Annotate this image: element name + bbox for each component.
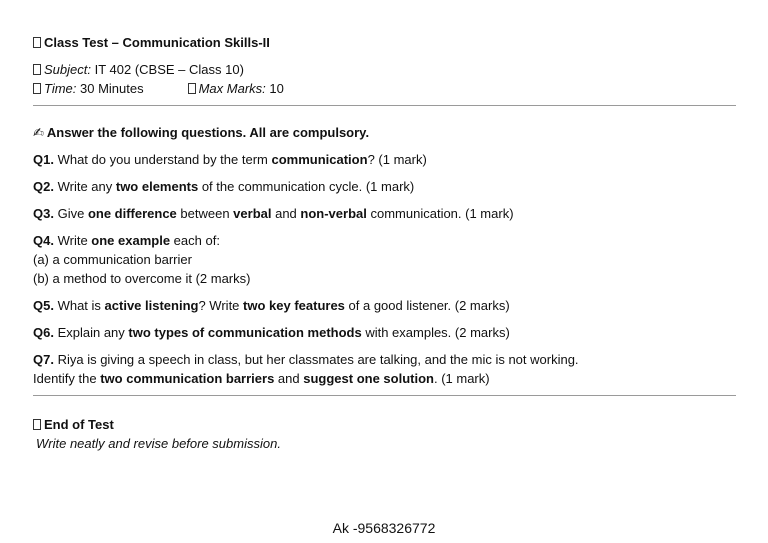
missing-glyph-icon <box>33 37 41 48</box>
question-number: Q3. <box>33 206 54 221</box>
question-emphasis: active listening <box>104 298 199 313</box>
question-text: Identify the <box>33 371 101 386</box>
subject-value: IT 402 (CBSE – Class 10) <box>90 62 244 77</box>
max-marks-value: 10 <box>265 81 284 96</box>
question-7 <box>33 350 736 388</box>
question-4 <box>33 231 736 288</box>
footer-divider <box>33 395 736 396</box>
question-text: (a) a communication barrier <box>33 252 192 267</box>
question-number: Q4. <box>33 233 54 248</box>
question-text: Explain any <box>53 325 129 340</box>
question-text: and <box>274 371 304 386</box>
question-emphasis: two communication barriers <box>100 371 275 386</box>
end-note: Write neatly and revise before submission. <box>36 436 281 451</box>
question-5 <box>33 296 736 315</box>
time-marks-line <box>33 79 736 98</box>
question-number: Q1. <box>33 152 54 167</box>
test-meta <box>33 60 736 98</box>
question-6 <box>33 323 736 342</box>
missing-glyph-icon <box>188 83 196 94</box>
question-1 <box>33 150 736 169</box>
subject-line <box>33 60 736 79</box>
question-emphasis: verbal <box>233 206 272 221</box>
question-2 <box>33 177 736 196</box>
test-title-text: Class Test – Communication Skills-II <box>44 35 270 50</box>
question-text: Riya is giving a speech in class, but her classmates are talking, and the mic is not working. <box>53 352 579 367</box>
question-number: Q2. <box>33 179 54 194</box>
question-text: . (1 mark) <box>433 371 490 386</box>
test-paper <box>33 34 736 453</box>
missing-glyph-icon <box>33 83 41 94</box>
end-of-test <box>33 416 736 434</box>
subject-label: Subject: <box>44 62 91 77</box>
time-label: Time: <box>44 81 77 96</box>
question-text: communication. (1 mark) <box>366 206 514 221</box>
question-text: (b) a method to overcome it (2 marks) <box>33 271 251 286</box>
writing-hand-icon: ✍ <box>33 125 44 140</box>
question-emphasis: two elements <box>115 179 199 194</box>
footer-contact: Ak -9568326772 <box>332 520 436 536</box>
question-number: Q6. <box>33 325 54 340</box>
question-text: of a good listener. (2 marks) <box>344 298 510 313</box>
question-3 <box>33 204 736 223</box>
question-text: ? (1 mark) <box>367 152 427 167</box>
question-emphasis: one difference <box>87 206 177 221</box>
question-text: between <box>176 206 234 221</box>
question-number: Q5. <box>33 298 54 313</box>
question-text: What is <box>53 298 105 313</box>
test-title <box>33 34 736 52</box>
question-text: each of: <box>170 233 220 248</box>
question-emphasis: one example <box>91 233 171 248</box>
question-list <box>33 150 736 388</box>
question-emphasis: communication <box>271 152 368 167</box>
end-title-text: End of Test <box>44 417 114 432</box>
question-text: Write any <box>53 179 116 194</box>
question-text: with examples. (2 marks) <box>361 325 510 340</box>
question-text: What do you understand by the term <box>53 152 272 167</box>
question-text: and <box>271 206 301 221</box>
header-divider <box>33 105 736 106</box>
missing-glyph-icon <box>33 64 41 75</box>
question-emphasis: suggest one solution <box>303 371 434 386</box>
question-text: Give <box>53 206 88 221</box>
question-text: Write <box>53 233 92 248</box>
question-number: Q7. <box>33 352 54 367</box>
time-value: 30 Minutes <box>76 81 144 96</box>
question-text: of the communication cycle. (1 mark) <box>198 179 415 194</box>
question-emphasis: two types of communication methods <box>128 325 362 340</box>
question-emphasis: non-verbal <box>300 206 367 221</box>
instructions <box>33 124 736 142</box>
max-marks-label: Max Marks: <box>198 81 266 96</box>
missing-glyph-icon <box>33 419 41 430</box>
question-text: ? Write <box>198 298 244 313</box>
instructions-text: Answer the following questions. All are compulsory. <box>46 125 370 140</box>
question-emphasis: two key features <box>243 298 345 313</box>
